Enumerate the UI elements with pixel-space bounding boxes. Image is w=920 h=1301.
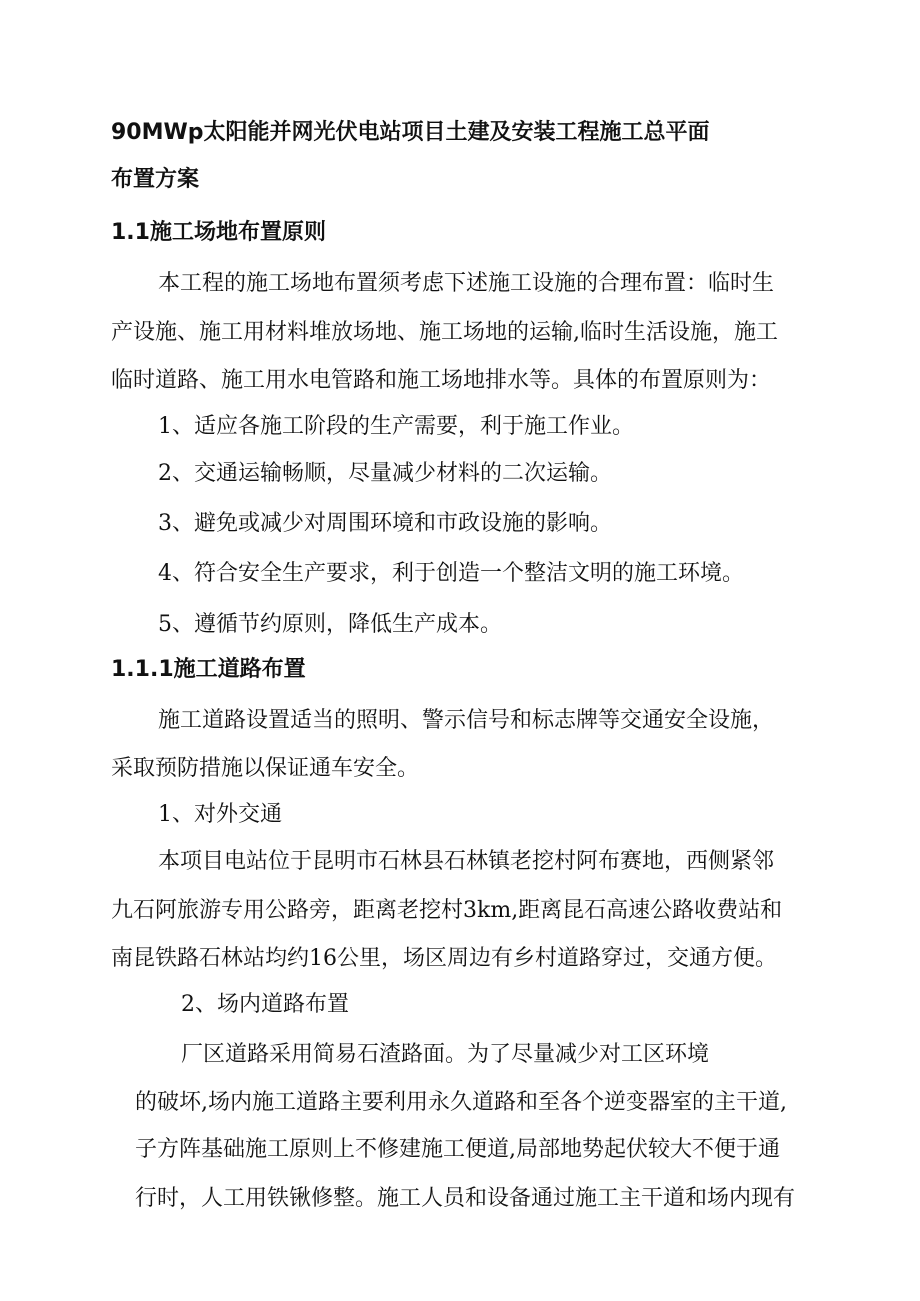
- principle-item: 1、适应各施工阶段的生产需要，利于施工作业。: [158, 414, 634, 439]
- paragraph-line: 临时道路、施工用水电管路和施工场地排水等。具体的布置原则为：: [111, 368, 772, 393]
- section-heading-1-1: 1.1施工场地布置原则: [111, 220, 326, 245]
- subsection-label-external-traffic: 1、对外交通: [158, 802, 282, 827]
- paragraph-line: 本项目电站位于昆明市石林县石林镇老挖村阿布赛地，西侧紧邻: [158, 849, 775, 874]
- subsection-label-internal-roads: 2、场内道路布置: [181, 992, 349, 1017]
- paragraph-line: 南昆铁路石林站均约16公里，场区周边有乡村道路穿过，交通方便。: [111, 946, 777, 971]
- paragraph-line: 厂区道路采用简易石渣路面。为了尽量减少对工区环境: [181, 1042, 710, 1067]
- document-title-line-2: 布置方案: [111, 167, 200, 192]
- principle-item: 5、遵循节约原则，降低生产成本。: [158, 612, 502, 637]
- principle-item: 3、避免或减少对周围环境和市政设施的影响。: [158, 511, 612, 536]
- paragraph-line: 采取预防措施以保证通车安全。: [111, 756, 420, 781]
- section-heading-1-1-1: 1.1.1施工道路布置: [111, 657, 306, 682]
- paragraph-line: 施工道路设置适当的照明、警示信号和标志牌等交通安全设施，: [158, 708, 775, 733]
- paragraph-line: 子方阵基础施工原则上不修建施工便道,局部地势起伏较大不便于通: [135, 1137, 780, 1162]
- paragraph-line: 行时，人工用铁锹修整。施工人员和设备通过施工主干道和场内现有: [135, 1186, 796, 1211]
- principle-item: 4、符合安全生产要求，利于创造一个整洁文明的施工环境。: [158, 561, 744, 586]
- paragraph-line: 九石阿旅游专用公路旁，距离老挖村3km,距离昆石高速公路收费站和: [111, 898, 783, 923]
- paragraph-line: 产设施、施工用材料堆放场地、施工场地的运输,临时生活设施，施工: [111, 320, 778, 345]
- document-title-line-1: 90MWp太阳能并网光伏电站项目土建及安装工程施工总平面: [111, 120, 710, 145]
- paragraph-line: 的破坏,场内施工道路主要利用永久道路和至各个逆变器室的主干道,: [135, 1090, 787, 1115]
- principle-item: 2、交通运输畅顺，尽量减少材料的二次运输。: [158, 461, 612, 486]
- paragraph-line: 本工程的施工场地布置须考虑下述施工设施的合理布置：临时生: [158, 271, 775, 296]
